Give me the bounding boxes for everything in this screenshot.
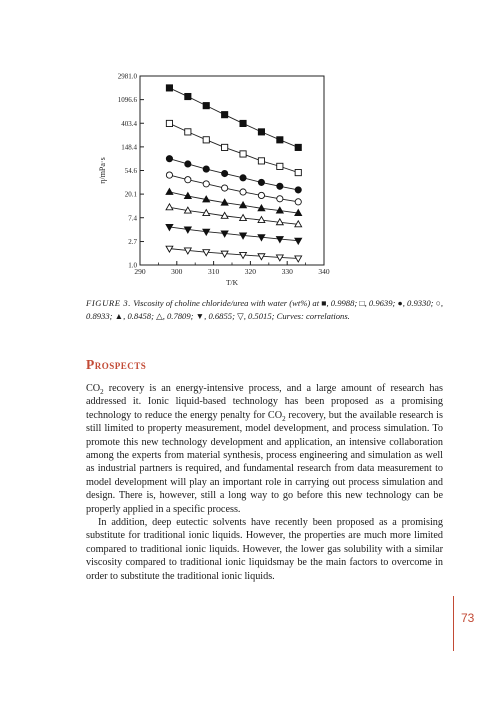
series-0.8458-point-0: [166, 188, 173, 194]
figure-caption: [86, 297, 456, 322]
y-tick-label-3: 20.1: [124, 190, 137, 199]
series-0.8933-point-5: [258, 192, 264, 198]
y-tick-label-1: 2.7: [128, 238, 137, 247]
section-heading: Prospects: [86, 357, 147, 372]
series-0.9988-point-2: [203, 103, 209, 109]
series-0.8933-point-6: [277, 196, 283, 202]
series-0.8933-point-4: [240, 189, 246, 195]
y-tick-label-2: 7.4: [128, 214, 137, 223]
series-0.8933-point-1: [185, 177, 191, 183]
series-0.9330-point-3: [222, 170, 228, 176]
series-0.9639-point-3: [222, 144, 228, 150]
series-0.9988-point-0: [166, 85, 172, 91]
figure-caption-text: Viscosity of choline chloride/urea with water (wt%) at ■, 0.9988; □, 0.9639; ●, 0.9330; ○, 0.8933; ▲, 0.8458; △, 0.7809; ▼, 0.6855; ▽, 0.5015; Curves: correlations.: [86, 298, 443, 321]
series-0.9639-point-2: [203, 137, 209, 143]
series-0.9330-point-2: [203, 166, 209, 172]
series-0.9639-point-6: [277, 163, 283, 169]
series-0.9330-point-4: [240, 175, 246, 181]
series-0.9639-point-1: [185, 129, 191, 135]
y-tick-label-6: 403.4: [121, 119, 137, 128]
series-0.9988-point-3: [222, 112, 228, 118]
section-body: [86, 382, 443, 583]
x-tick-label-5: 340: [318, 267, 330, 276]
p1-part-b: recovery is an energy-intensive process, and a large amount of research has addressed it. Ionic liquid-based technology has been proposed as a promising technology to reduce the energy penalty for CO: [86, 383, 443, 421]
series-0.9988-point-5: [258, 129, 264, 135]
series-0.9988-point-1: [185, 93, 191, 99]
series-0.8933-point-2: [203, 181, 209, 187]
p1-part-c: recovery, but the available research is still limited to property measurement, model development, and process simulation. To promote this new technology development and application, an intensive collaboration among the experts from material synthesis, process engineering and simulation as well as industrial partners is required, and fundamental research from data measurement to model development will play an important role in carrying out process simulation and design. There is, however, still a long way to go before this new technology can be properly applied in a specific process.: [86, 409, 443, 515]
y-tick-label-8: 2981.0: [117, 72, 137, 81]
p1-subscript-b: 2: [282, 414, 286, 423]
x-axis-label: T/K: [225, 278, 239, 287]
paragraph-1: [86, 382, 443, 516]
series-0.9330-point-7: [295, 187, 301, 193]
p1-subscript-a: 2: [100, 388, 104, 397]
y-axis-label: η/mPa·s: [98, 157, 107, 184]
series-0.8933-point-3: [222, 185, 228, 191]
y-tick-label-0: 1.0: [128, 261, 137, 270]
y-tick-label-5: 148.4: [121, 143, 137, 152]
y-tick-label-4: 54.6: [124, 167, 137, 176]
series-0.9639-point-5: [258, 158, 264, 164]
y-tick-label-7: 1096.6: [117, 96, 137, 105]
series-0.9988-point-7: [295, 144, 301, 150]
series-0.6855-point-7: [295, 238, 302, 244]
series-0.8933-point-0: [166, 172, 172, 178]
viscosity-chart-svg: [92, 68, 342, 290]
series-0.8933-point-7: [295, 199, 301, 205]
series-0.7809-point-0: [166, 204, 173, 210]
series-0.9988-point-4: [240, 120, 246, 126]
series-0.9330-point-6: [277, 183, 283, 189]
figure-caption-label: FIGURE 3.: [86, 298, 132, 308]
x-tick-label-4: 330: [281, 267, 293, 276]
series-0.9639-point-4: [240, 151, 246, 157]
p1-part-a: CO: [86, 383, 101, 394]
series-0.5015-point-7: [295, 256, 302, 262]
series-0.9639-point-7: [295, 169, 301, 175]
series-0.9330-point-5: [258, 179, 264, 185]
viscosity-chart: [92, 68, 342, 290]
x-tick-label-1: 300: [171, 267, 183, 276]
series-0.9988-point-6: [277, 137, 283, 143]
x-tick-label-3: 320: [244, 267, 257, 276]
series-0.9330-point-0: [166, 156, 172, 162]
series-0.9330-point-1: [185, 161, 191, 167]
x-tick-label-0: 290: [134, 267, 146, 276]
series-0.9639-point-0: [166, 120, 172, 126]
paragraph-2: In addition, deep eutectic solvents have recently been proposed as a promising substitute for traditional ionic liquids. However, the properties are much more limited compared to traditional ionic liquids. However, the lower gas solubility with a similar viscosity compared to traditional ionic liquidsmay be the main factors to overcome in order to substitute the traditional ionic liquids.: [86, 517, 443, 582]
page-number: 73: [461, 611, 475, 625]
page-number-rule: [453, 596, 454, 651]
x-tick-label-2: 310: [207, 267, 220, 276]
